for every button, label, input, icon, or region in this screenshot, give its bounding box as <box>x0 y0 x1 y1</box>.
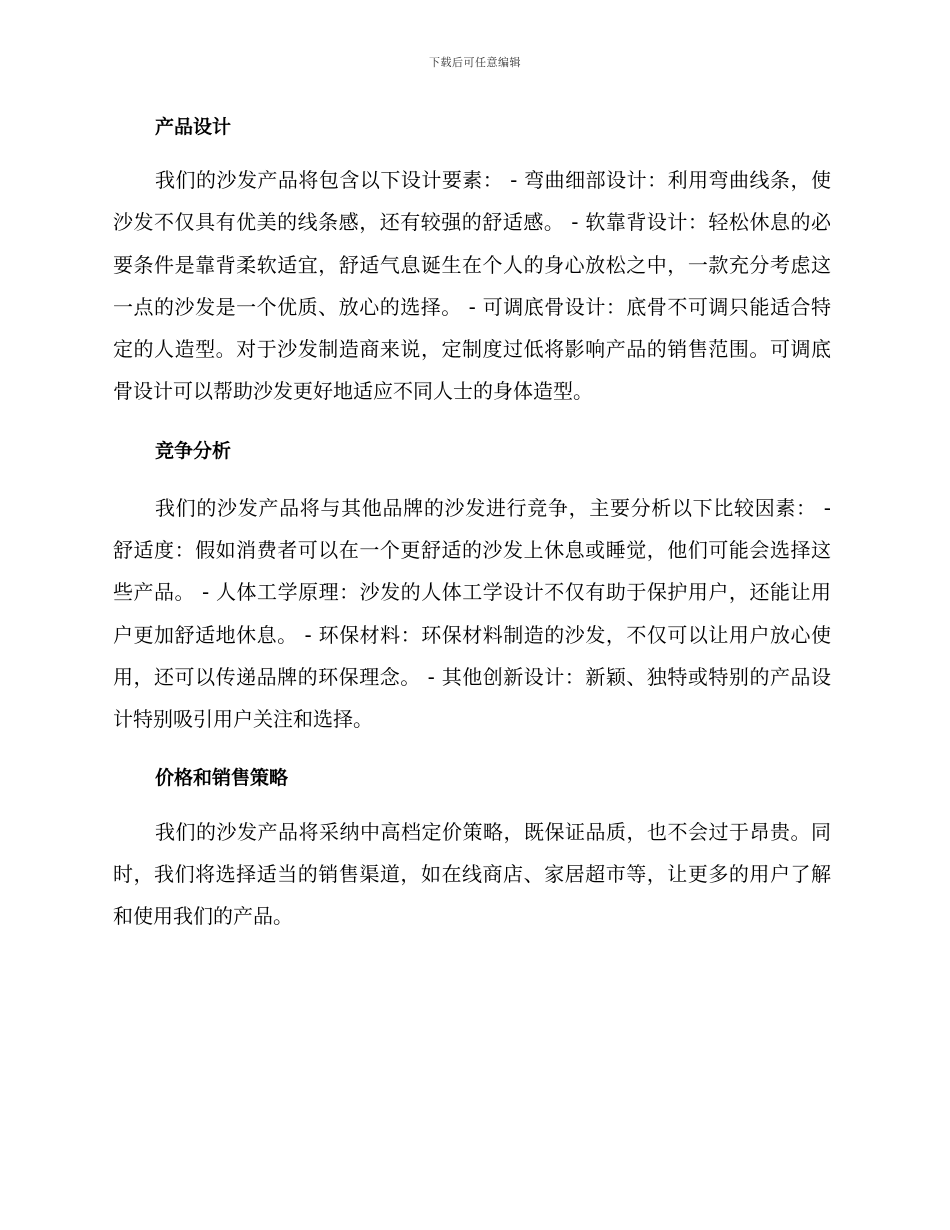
section-heading-competition-analysis: 竞争分析 <box>155 439 232 462</box>
document-body <box>113 110 831 937</box>
section-heading-product-design: 产品设计 <box>155 116 232 138</box>
section-heading-pricing-strategy: 价格和销售策略 <box>155 766 289 789</box>
section-paragraph-product-design: 我们的沙发产品将包含以下设计要素： - 弯曲细部设计：利用弯曲线条，使沙发不仅具有优美的线条感，还有较强的舒适感。 - 软靠背设计：轻松休息的必要条件是靠背柔软适宜，舒适气息诞生在个人的身心放松之中，一款充分考虑这一点的沙发是一个优质、放心的选择。 - 可调底骨设计：底骨不可调只能适合特定的人造型。对于沙发制造商来说，定制度过低将影响产品的销售范围。可调底骨设计可以帮助沙发更好地适应不同人士的身体造型。 <box>113 168 831 404</box>
section-paragraph-competition-analysis: 我们的沙发产品将与其他品牌的沙发进行竞争，主要分析以下比较因素： - 舒适度：假如消费者可以在一个更舒适的沙发上休息或睡觉，他们可能会选择这些产品。 - 人体工学原理：沙发的人体工学设计不仅有助于保护用户，还能让用户更加舒适地休息。 - 环保材料：环保材料制造的沙发，不仅可以让用户放心使用，还可以传递品牌的环保理念。 - 其他创新设计：新颖、独特或特别的产品设计特别吸引用户关注和选择。 <box>113 495 831 732</box>
page-header-note: 下载后可任意编辑 <box>429 56 521 69</box>
section-paragraph-pricing-strategy: 我们的沙发产品将采纳中高档定价策略，既保证品质，也不会过于昂贵。同时，我们将选择适当的销售渠道，如在线商店、家居超市等，让更多的用户了解和使用我们的产品。 <box>113 819 831 929</box>
